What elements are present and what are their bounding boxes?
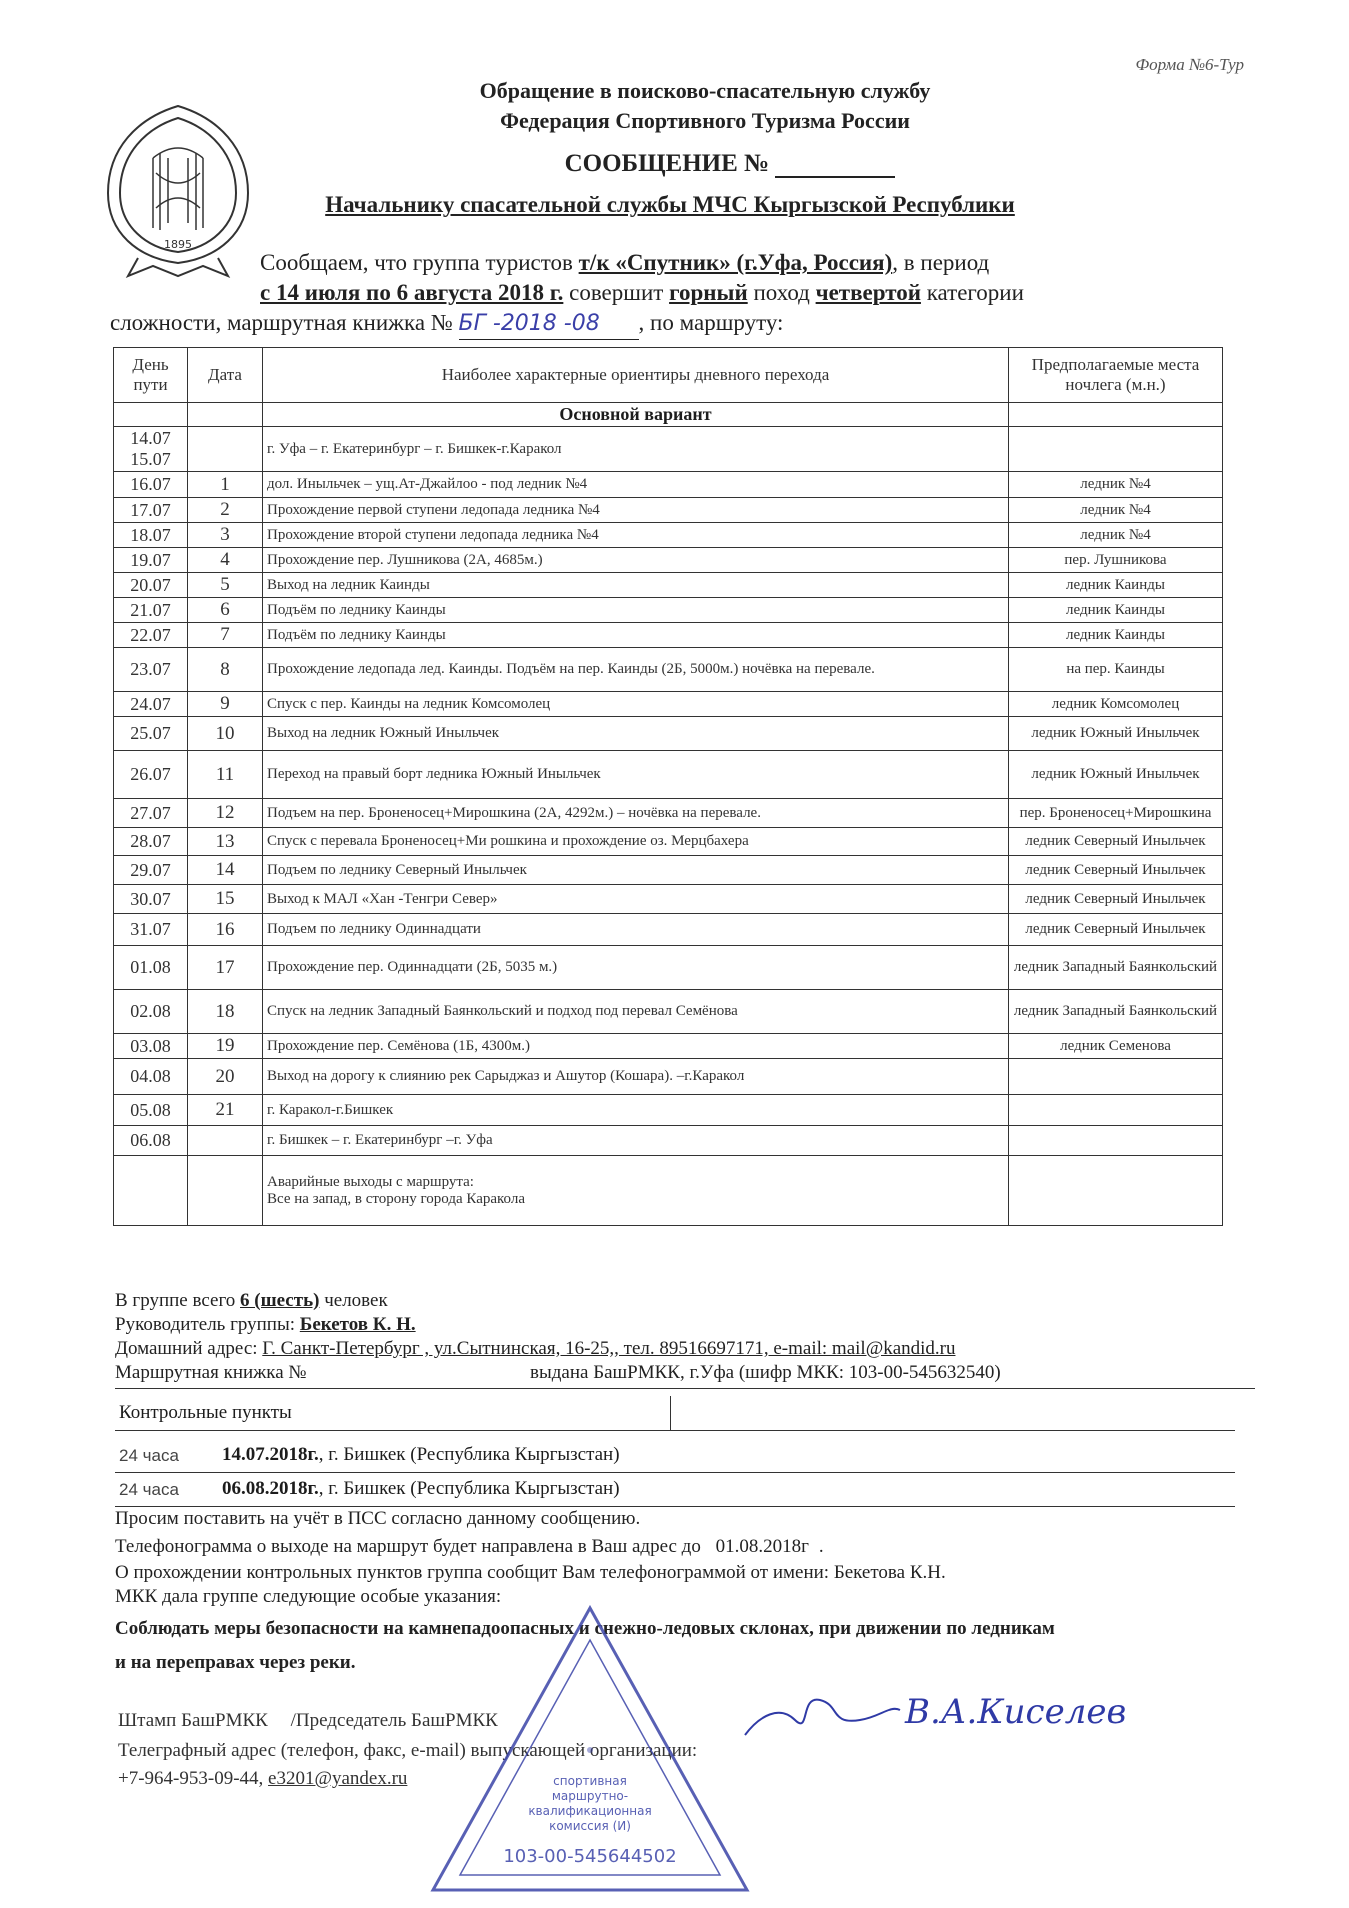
row-camp: ледник Южный Иныльчек (1009, 751, 1223, 799)
signature (740, 1665, 1127, 1755)
row-camp: ледник №4 (1009, 523, 1223, 548)
trip-type: горный (669, 280, 748, 305)
row-date (114, 1156, 188, 1226)
note-text: . (818, 1536, 824, 1557)
recipient: Начальнику спасательной службы МЧС Кыргызской Республики (325, 192, 1015, 217)
row-date: 21.07 (114, 598, 188, 623)
row-date: 23.07 (114, 648, 188, 692)
intro-text-2: , в период (892, 250, 990, 275)
address-label: Домашний адрес: (115, 1338, 258, 1359)
row-camp (1009, 427, 1223, 472)
header-landmarks: Наиболее характерные ориентиры дневного перехода (263, 348, 1009, 403)
row-landmarks: Прохождение пер. Лушникова (2А, 4685м.) (263, 548, 1009, 573)
control-city: , г. Бишкек (Республика Кыргызстан) (318, 1478, 620, 1499)
row-date: 24.07 (114, 692, 188, 717)
row-landmarks: г. Каракол-г.Бишкек (263, 1095, 1009, 1126)
emergency-exits: Аварийные выходы с маршрута: Все на запад, в сторону города Каракола (263, 1156, 1009, 1226)
row-landmarks: Спуск с пер. Каинды на ледник Комсомолец (263, 692, 1009, 717)
title-line-1: Обращение в поисково-спасательную службу (479, 78, 931, 103)
note-text: О прохождении контрольных пунктов группа сообщит Вам телефонограммой от имени: (115, 1562, 830, 1583)
trip-category: четвертой (815, 280, 921, 305)
row-camp: ледник Северный Иныльчек (1009, 885, 1223, 914)
row-day-number: 19 (188, 1034, 263, 1059)
table-row (114, 1034, 1223, 1059)
row-landmarks: Выход к МАЛ «Хан -Тенгри Север» (263, 885, 1009, 914)
row-date: 01.08 (114, 946, 188, 990)
table-row (114, 990, 1223, 1034)
row-camp: ледник Южный Иныльчек (1009, 717, 1223, 751)
note-date: 01.08.2018г (715, 1536, 809, 1557)
row-day-number: 20 (188, 1059, 263, 1095)
route-book-issued: выдана БашРМКК, г.Уфа (шифр МКК: 103-00-545632540) (530, 1362, 1001, 1383)
row-landmarks: Прохождение пер. Семёнова (1Б, 4300м.) (263, 1034, 1009, 1059)
intro-text-1: Сообщаем, что группа туристов (260, 250, 573, 275)
row-day-number: 18 (188, 990, 263, 1034)
route-table-header (114, 348, 1223, 403)
row-day-number: 3 (188, 523, 263, 548)
row-date: 31.07 (114, 914, 188, 946)
intro-text-7: , по маршруту: (638, 310, 784, 335)
control-hours: 24 часа (119, 1446, 179, 1465)
table-row (114, 856, 1223, 885)
row-camp: пер. Броненосец+Мирошкина (1009, 799, 1223, 828)
table-row (114, 648, 1223, 692)
table-row (114, 498, 1223, 523)
row-day-number (188, 1156, 263, 1226)
note-registration (115, 1508, 1255, 1530)
note-text: Просим поставить на учёт в ПСС (115, 1508, 387, 1529)
row-landmarks: г. Бишкек – г. Екатеринбург –г. Уфа (263, 1126, 1009, 1156)
group-size (115, 1290, 1255, 1312)
control-date: 14.07.2018г. (222, 1444, 319, 1465)
svg-text:квалификационная: квалификационная (528, 1804, 652, 1818)
note-emphasis: согласно данному сообщению (391, 1508, 636, 1529)
svg-text:103-00-545644502: 103-00-545644502 (503, 1846, 677, 1867)
intro-paragraph (110, 248, 1250, 340)
row-camp: ледник Северный Иныльчек (1009, 914, 1223, 946)
route-book (115, 1362, 1255, 1384)
table-row (114, 828, 1223, 856)
table-row (114, 427, 1223, 472)
emergency-row (114, 1156, 1223, 1226)
note-reporter: Бекетова К.Н. (833, 1562, 946, 1583)
control-place (222, 1444, 620, 1466)
row-landmarks: Переход на правый борт ледника Южный Иныльчек (263, 751, 1009, 799)
row-camp (1009, 1095, 1223, 1126)
table-row (114, 946, 1223, 990)
row-day-number: 21 (188, 1095, 263, 1126)
row-landmarks: Прохождение второй ступени ледопада ледника №4 (263, 523, 1009, 548)
svg-text:1895: 1895 (164, 238, 192, 251)
row-date: 03.08 (114, 1034, 188, 1059)
group-size-label: В группе всего (115, 1290, 236, 1311)
table-row (114, 573, 1223, 598)
table-row (114, 692, 1223, 717)
row-date: 19.07 (114, 548, 188, 573)
form-number: Форма №6-Тур (1135, 55, 1244, 74)
table-row (114, 598, 1223, 623)
route-table (113, 347, 1223, 1226)
row-day-number: 6 (188, 598, 263, 623)
club-name: т/к «Спутник» (г.Уфа, Россия) (578, 250, 893, 275)
row-day-number: 8 (188, 648, 263, 692)
header-day: День пути (114, 348, 188, 403)
row-date: 18.07 (114, 523, 188, 548)
row-day-number: 13 (188, 828, 263, 856)
row-camp: ледник Комсомолец (1009, 692, 1223, 717)
row-camp: ледник Семенова (1009, 1034, 1223, 1059)
special-line-2: и на переправах через реки. (115, 1652, 356, 1673)
svg-text:комиссия (И): комиссия (И) (549, 1819, 631, 1833)
row-day-number (188, 1126, 263, 1156)
row-camp (1009, 1059, 1223, 1095)
contact-email: e3201@yandex.ru (268, 1768, 408, 1789)
svg-text:спортивная: спортивная (553, 1774, 627, 1788)
row-landmarks: Прохождение пер. Одиннадцати (2Б, 5035 м.) (263, 946, 1009, 990)
row-camp: ледник Северный Иныльчек (1009, 856, 1223, 885)
row-camp (1009, 1126, 1223, 1156)
row-day-number: 17 (188, 946, 263, 990)
variant-row (114, 403, 1223, 427)
group-size-unit: человек (324, 1290, 388, 1311)
telegraph-line: Телеграфный адрес (телефон, факс, e-mail) выпускающей организации: (118, 1740, 698, 1761)
row-day-number: 9 (188, 692, 263, 717)
table-row (114, 914, 1223, 946)
table-row (114, 1059, 1223, 1095)
row-day-number: 12 (188, 799, 263, 828)
row-day-number: 4 (188, 548, 263, 573)
control-place (222, 1478, 620, 1500)
row-landmarks: Выход на ледник Каинды (263, 573, 1009, 598)
message-number (185, 150, 1275, 178)
table-row (114, 1126, 1223, 1156)
group-size-value: 6 (шесть) (240, 1290, 320, 1311)
control-point (115, 1442, 1235, 1473)
row-day-number: 16 (188, 914, 263, 946)
row-camp: ледник Северный Иныльчек (1009, 828, 1223, 856)
row-landmarks: дол. Иныльчек – ущ.Ат-Джайлоо - под ледник №4 (263, 472, 1009, 498)
row-camp: ледник Западный Баянкольский (1009, 990, 1223, 1034)
table-row (114, 472, 1223, 498)
row-date: 25.07 (114, 717, 188, 751)
route-book-number: БГ -2018 -08 (459, 309, 639, 340)
chairman-label: /Председатель БашРМКК (290, 1710, 498, 1731)
trip-period: с 14 июля по 6 августа 2018 г. (260, 280, 564, 305)
table-row (114, 523, 1223, 548)
row-day-number (188, 427, 263, 472)
row-camp: ледник Западный Баянкольский (1009, 946, 1223, 990)
header-camp: Предполагаемые места ночлега (м.н.) (1009, 348, 1223, 403)
control-label: Контрольные пункты (119, 1402, 292, 1423)
row-day-number: 11 (188, 751, 263, 799)
row-date: 20.07 (114, 573, 188, 598)
group-leader (115, 1314, 1255, 1336)
row-landmarks: Выход на ледник Южный Иныльчек (263, 717, 1009, 751)
row-landmarks: г. Уфа – г. Екатеринбург – г. Бишкек-г.Каракол (263, 427, 1009, 472)
table-row (114, 1095, 1223, 1126)
message-label: СООБЩЕНИЕ № (564, 150, 770, 177)
row-camp: ледник Каинды (1009, 573, 1223, 598)
intro-text-3: совершит (569, 280, 664, 305)
row-day-number: 15 (188, 885, 263, 914)
row-date: 22.07 (114, 623, 188, 648)
row-camp (1009, 1156, 1223, 1226)
row-date: 06.08 (114, 1126, 188, 1156)
row-date: 30.07 (114, 885, 188, 914)
note-text: . (635, 1508, 641, 1529)
row-landmarks: Спуск на ледник Западный Баянкольский и подход под перевал Семёнова (263, 990, 1009, 1034)
note-telephonogram (115, 1536, 1255, 1558)
control-hours: 24 часа (119, 1480, 179, 1499)
row-day-number: 7 (188, 623, 263, 648)
row-day-number: 1 (188, 472, 263, 498)
table-row (114, 885, 1223, 914)
control-header (115, 1396, 1235, 1431)
address-value: Г. Санкт-Петербург , ул.Сытнинская, 16-25,, тел. 89516697171, e-mail: mail@kandid.ru (262, 1338, 956, 1359)
row-day-number: 5 (188, 573, 263, 598)
table-row (114, 751, 1223, 799)
row-landmarks: Спуск с перевала Броненосец+Ми рошкина и прохождение оз. Мерцбахера (263, 828, 1009, 856)
row-date: 02.08 (114, 990, 188, 1034)
row-camp: ледник Каинды (1009, 623, 1223, 648)
note-special-heading: МКК дала группе следующие особые указания: (115, 1586, 502, 1607)
row-landmarks: Подъем на пер. Броненосец+Мирошкина (2А, 4292м.) – ночёвка на перевале. (263, 799, 1009, 828)
row-date: 16.07 (114, 472, 188, 498)
home-address (115, 1338, 1255, 1360)
control-point (115, 1476, 1235, 1507)
table-row (114, 717, 1223, 751)
row-camp: пер. Лушникова (1009, 548, 1223, 573)
message-number-blank (775, 154, 895, 178)
intro-text-4: поход (753, 280, 810, 305)
row-date: 04.08 (114, 1059, 188, 1095)
contact-phone: +7-964-953-09-44, (118, 1768, 264, 1789)
row-date: 27.07 (114, 799, 188, 828)
row-date: 28.07 (114, 828, 188, 856)
note-text: Телефонограмма о выходе на маршрут будет направлена в Ваш адрес до (115, 1536, 701, 1557)
row-camp: на пер. Каинды (1009, 648, 1223, 692)
table-row (114, 623, 1223, 648)
intro-text-6: сложности, маршрутная книжка № (110, 310, 453, 335)
row-landmarks: Подъём по леднику Каинды (263, 623, 1009, 648)
row-camp: ледник Каинды (1009, 598, 1223, 623)
row-day-number: 10 (188, 717, 263, 751)
leader-label: Руководитель группы: (115, 1314, 296, 1335)
row-day-number: 14 (188, 856, 263, 885)
row-date: 14.07 15.07 (114, 427, 188, 472)
stamp-seal (425, 1600, 755, 1900)
table-row (114, 799, 1223, 828)
row-landmarks: Прохождение ледопада лед. Каинды. Подъём на пер. Каинды (2Б, 5000м.) ночёвка на перевале. (263, 648, 1009, 692)
leader-name: Бекетов К. Н. (299, 1314, 416, 1335)
svg-text:маршрутно-: маршрутно- (551, 1789, 629, 1803)
row-date: 05.08 (114, 1095, 188, 1126)
row-landmarks: Прохождение первой ступени ледопада ледника №4 (263, 498, 1009, 523)
control-city: , г. Бишкек (Республика Кыргызстан) (318, 1444, 620, 1465)
row-date: 26.07 (114, 751, 188, 799)
row-landmarks: Выход на дорогу к слиянию рек Сарыджаз и Ашутор (Кошара). –г.Каракол (263, 1059, 1009, 1095)
variant-label: Основной вариант (263, 403, 1009, 427)
row-camp: ледник №4 (1009, 498, 1223, 523)
special-line-1: Соблюдать меры безопасности на камнепадоопасных и снежно-ледовых склонах, при движении по ледникам (115, 1618, 1055, 1639)
note-control-report (115, 1562, 1255, 1584)
row-landmarks: Подъем по леднику Одиннадцати (263, 914, 1009, 946)
intro-text-5: категории (926, 280, 1024, 305)
svg-text:В.А.Киселев: В.А.Киселев (905, 1692, 1127, 1732)
row-camp: ледник №4 (1009, 472, 1223, 498)
control-date: 06.08.2018г. (222, 1478, 319, 1499)
divider (115, 1388, 1255, 1389)
row-day-number: 2 (188, 498, 263, 523)
stamp-label: Штамп БашРМКК (118, 1710, 268, 1731)
row-date: 17.07 (114, 498, 188, 523)
row-date: 29.07 (114, 856, 188, 885)
table-row (114, 548, 1223, 573)
header-date: Дата (188, 348, 263, 403)
title-line-2: Федерация Спортивного Туризма России (500, 108, 910, 133)
row-landmarks: Подъём по леднику Каинды (263, 598, 1009, 623)
route-book-label: Маршрутная книжка № (115, 1362, 307, 1383)
row-landmarks: Подъем по леднику Северный Иныльчек (263, 856, 1009, 885)
